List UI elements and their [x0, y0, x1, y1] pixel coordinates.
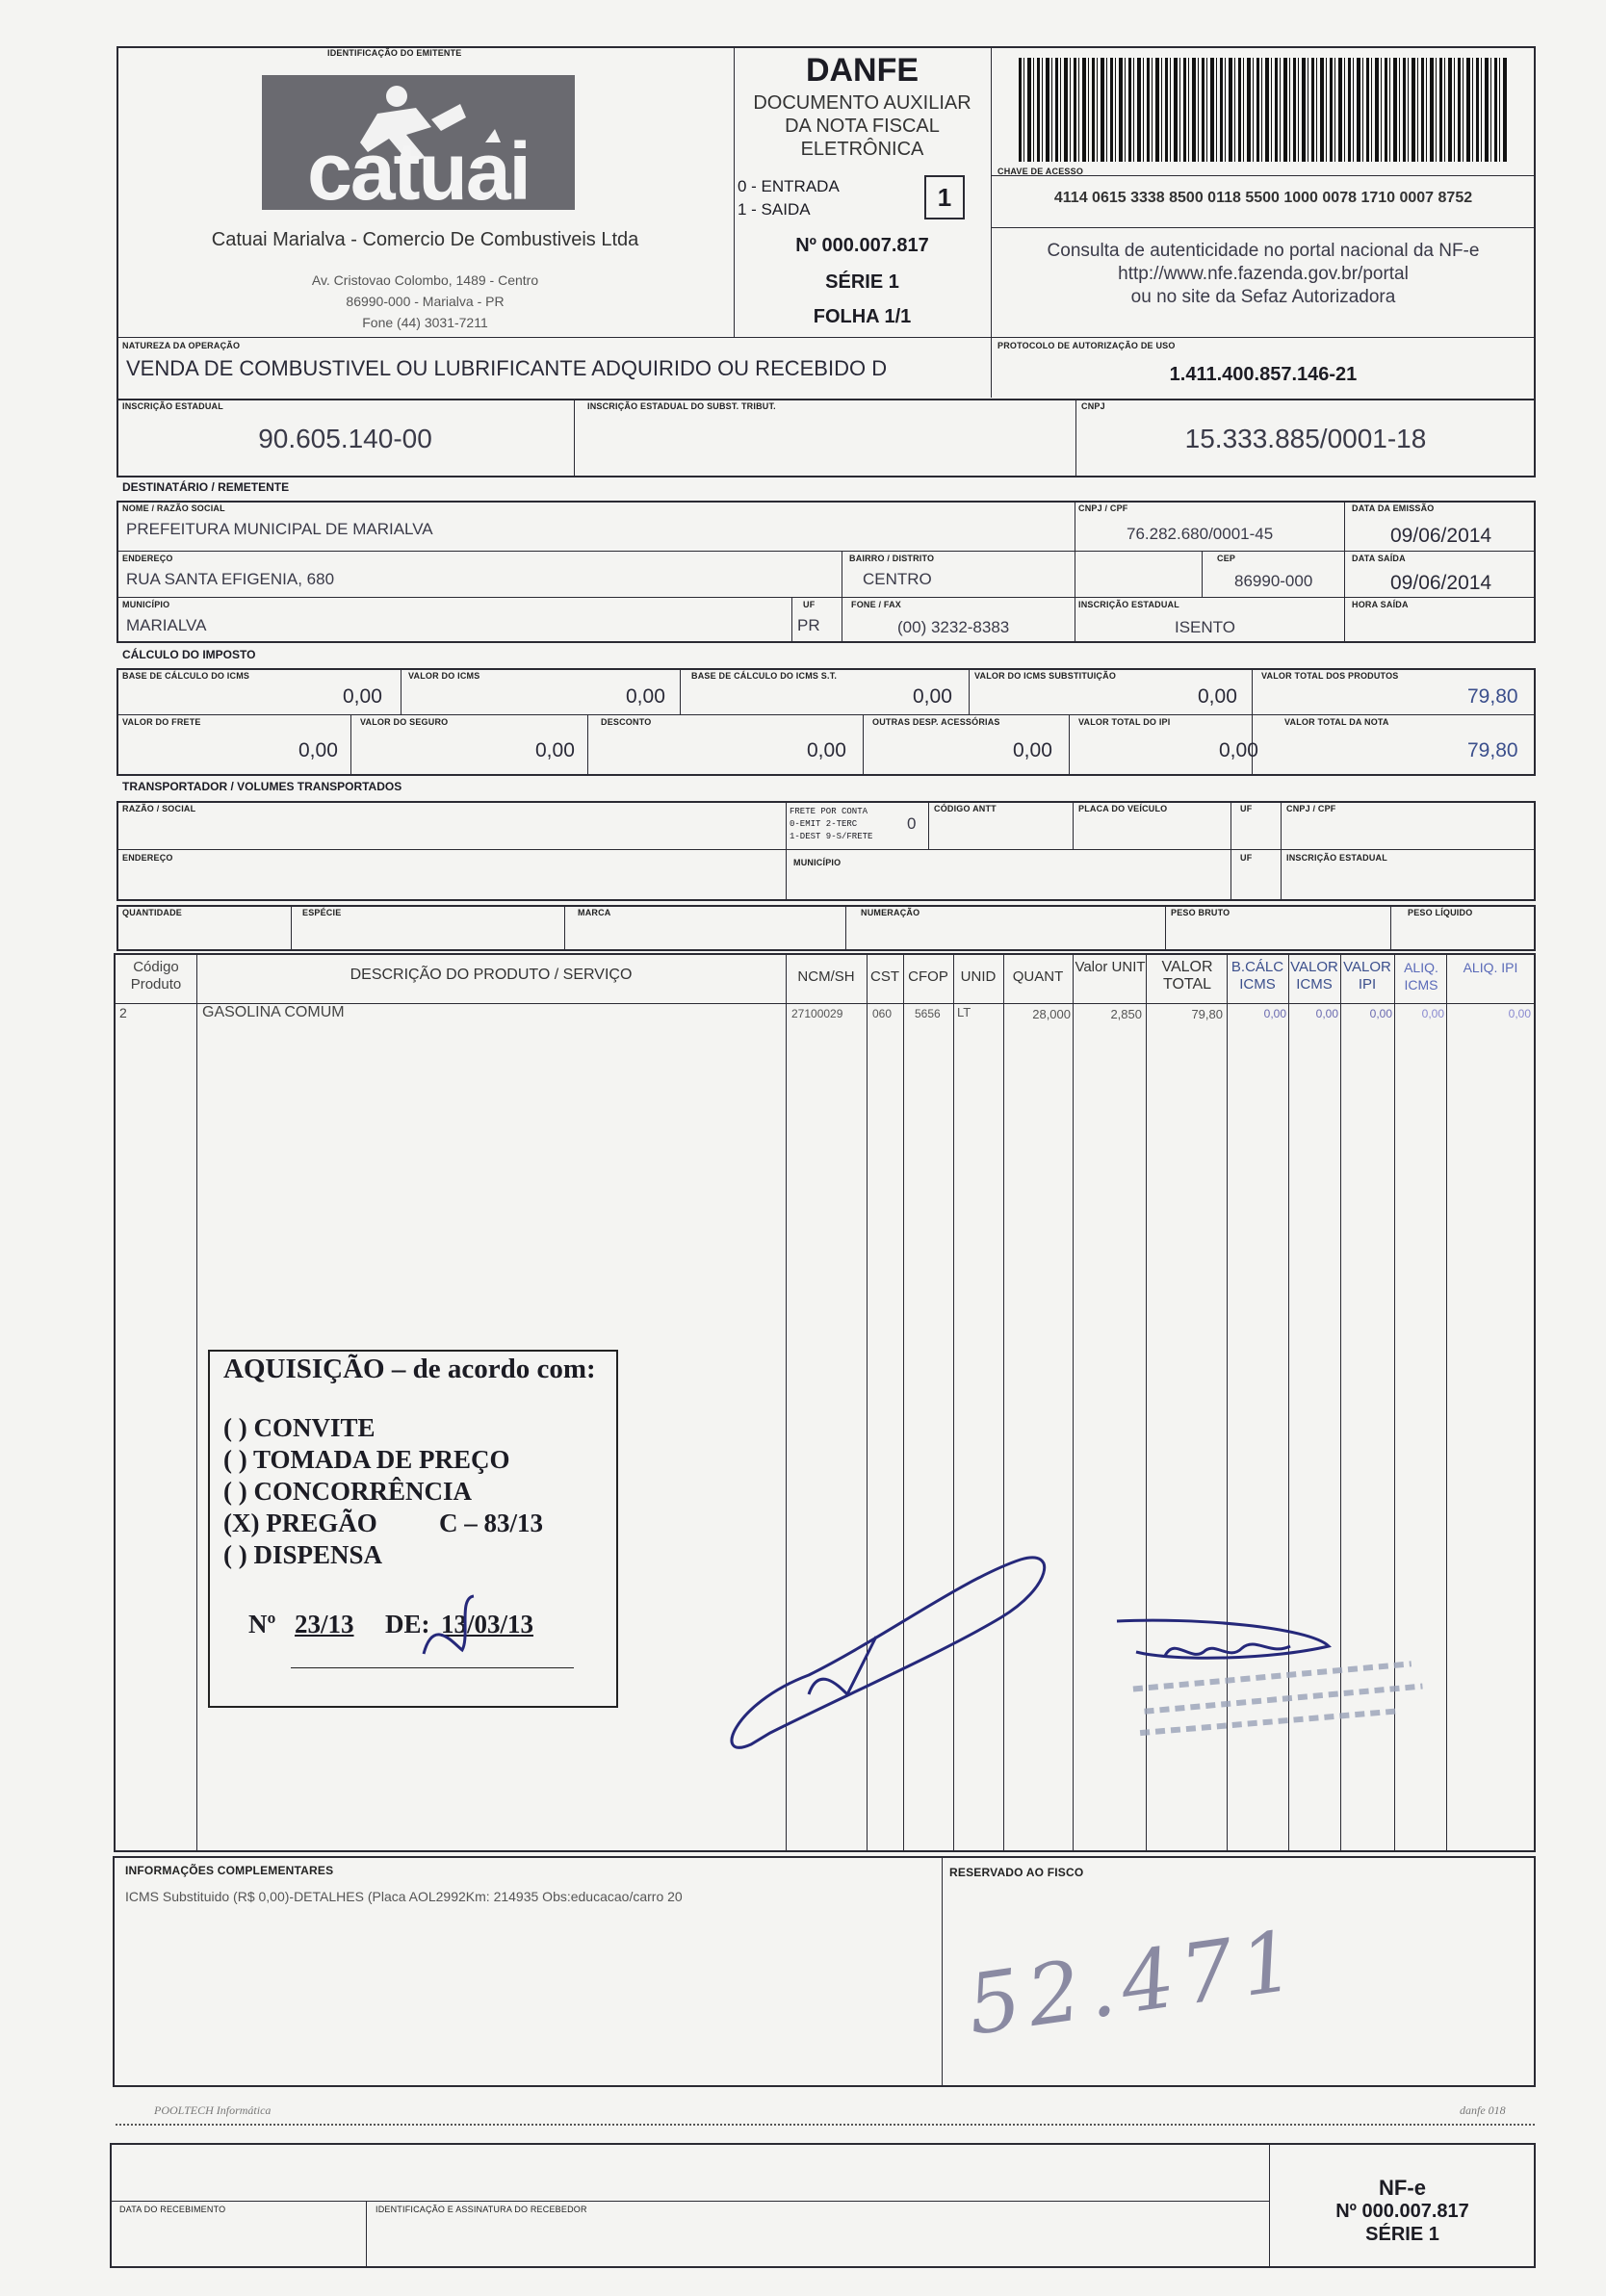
footer-left: POOLTECH Informática	[154, 2103, 272, 2117]
frete-conta-3: 1-DEST 9-S/FRETE	[790, 832, 873, 841]
prod-header-5: UNID	[960, 968, 997, 985]
canhoto-nfe: NF-e	[1379, 2176, 1426, 2200]
bc-icms: 0,00	[343, 685, 382, 708]
stamp-de-label: DE:	[385, 1610, 430, 1638]
prod-unid: LT	[957, 1005, 971, 1019]
destinatario-section: DESTINATÁRIO / REMETENTE	[122, 480, 290, 494]
outras-label: OUTRAS DESP. ACESSÓRIAS	[872, 717, 1000, 727]
stamp-opt-pregao-ref: C – 83/13	[439, 1509, 543, 1537]
frete-conta-1: FRETE POR CONTA	[790, 807, 868, 816]
canhoto-numero: Nº 000.007.817	[1335, 2201, 1469, 2222]
numeracao-label: NUMERAÇÃO	[861, 908, 920, 917]
transp-cnpj-label: CNPJ / CPF	[1286, 804, 1336, 813]
prod-vipi: 0,00	[1369, 1007, 1392, 1020]
transp-razao-label: RAZÃO / SOCIAL	[122, 804, 196, 813]
prod-quant: 28,000	[1032, 1007, 1071, 1021]
natureza-label: NATUREZA DA OPERAÇÃO	[122, 341, 241, 350]
dest-fone: (00) 3232-8383	[897, 618, 1010, 636]
data-recebimento-label: DATA DO RECEBIMENTO	[119, 2205, 226, 2214]
consulta-line-1: Consulta de autenticidade no portal nacional da NF-e	[1047, 241, 1480, 261]
outras: 0,00	[1013, 739, 1052, 761]
dest-fone-label: FONE / FAX	[851, 600, 902, 609]
info-label: INFORMAÇÕES COMPLEMENTARES	[125, 1864, 334, 1877]
frete-conta-value: 0	[907, 814, 917, 833]
v-nota-label: VALOR TOTAL DA NOTA	[1284, 717, 1389, 727]
prod-ncm: 27100029	[791, 1007, 843, 1020]
dest-municipio: MARIALVA	[126, 616, 207, 634]
prod-header-2: NCM/SH	[797, 968, 855, 985]
danfe-folha: FOLHA 1/1	[813, 306, 912, 327]
natureza-value: VENDA DE COMBUSTIVEL OU LUBRIFICANTE ADQUIRIDO OU RECEBIDO D	[126, 356, 888, 380]
dest-cep: 86990-000	[1234, 572, 1313, 590]
transp-municipio-label: MUNICÍPIO	[793, 858, 842, 867]
dest-ie-label: INSCRIÇÃO ESTADUAL	[1078, 600, 1179, 609]
stamp-num: 23/13	[295, 1610, 354, 1638]
chave-label: CHAVE DE ACESSO	[997, 167, 1084, 176]
chave-value: 4114 0615 3338 8500 0118 5500 1000 0078 1710 0007 8752	[1053, 190, 1473, 206]
transp-uf2-label: UF	[1240, 853, 1253, 863]
emitente-section-label: IDENTIFICAÇÃO DO EMITENTE	[327, 48, 462, 58]
seguro-label: VALOR DO SEGURO	[360, 717, 449, 727]
tipo-value: 1	[937, 183, 952, 212]
transp-uf-label: UF	[1240, 804, 1253, 813]
prod-header-12: ALIQ. ICMS	[1404, 960, 1438, 993]
danfe-subtitle-1: DOCUMENTO AUXILIAR	[753, 92, 971, 114]
dest-uf-label: UF	[803, 600, 816, 609]
prod-header-11: VALOR IPI	[1343, 959, 1391, 993]
dest-nome: PREFEITURA MUNICIPAL DE MARIALVA	[126, 520, 433, 538]
frete: 0,00	[298, 739, 338, 761]
info-text: ICMS Substituido (R$ 0,00)-DETALHES (Placa AOL2992Km: 214935 Obs:educacao/carro 20	[125, 1889, 683, 1904]
ie-label: INSCRIÇÃO ESTADUAL	[122, 401, 223, 411]
frete-conta-2: 0-EMIT 2-TERC	[790, 819, 858, 829]
bc-st: 0,00	[913, 685, 952, 708]
handwritten-number: 52.471	[961, 1912, 1308, 2054]
protocolo-label: PROTOCOLO DE AUTORIZAÇÃO DE USO	[997, 341, 1176, 350]
dest-saida-label: DATA SAÍDA	[1352, 554, 1406, 563]
bc-st-label: BASE DE CÁLCULO DO ICMS S.T.	[691, 671, 838, 681]
dest-bairro-label: BAIRRO / DISTRITO	[849, 554, 935, 563]
liquido-label: PESO LÍQUIDO	[1408, 908, 1473, 917]
bc-icms-label: BASE DE CÁLCULO DO ICMS	[122, 671, 250, 681]
seguro: 0,00	[535, 739, 575, 761]
stamp-opt-tomada: ( ) TOMADA DE PREÇO	[223, 1445, 510, 1474]
ie-st-label: INSCRIÇÃO ESTADUAL DO SUBST. TRIBUT.	[587, 401, 776, 411]
dest-bairro: CENTRO	[863, 570, 932, 588]
dest-emissao: 09/06/2014	[1390, 525, 1492, 547]
stamp-opt-dispensa: ( ) DISPENSA	[223, 1540, 383, 1569]
transp-endereco-label: ENDEREÇO	[122, 853, 173, 863]
qtd-label: QUANTIDADE	[122, 908, 182, 917]
transporte-section: TRANSPORTADOR / VOLUMES TRANSPORTADOS	[122, 780, 402, 793]
cnpj-label: CNPJ	[1081, 401, 1105, 411]
imposto-section: CÁLCULO DO IMPOSTO	[122, 648, 256, 661]
desconto: 0,00	[807, 739, 846, 761]
prod-header-8: VALOR TOTAL	[1161, 959, 1213, 993]
emitente-phone: Fone (44) 3031-7211	[362, 315, 488, 330]
fisco-label: RESERVADO AO FISCO	[949, 1866, 1084, 1879]
dest-cep-label: CEP	[1217, 554, 1236, 563]
placa-label: PLACA DO VEÍCULO	[1078, 804, 1168, 813]
ipi-label: VALOR TOTAL DO IPI	[1078, 717, 1171, 727]
prod-header-0: Código Produto	[130, 959, 182, 993]
frete-label: VALOR DO FRETE	[122, 717, 201, 727]
logo-text: catuai	[307, 126, 530, 217]
dest-saida: 09/06/2014	[1390, 572, 1492, 594]
prod-vicms: 0,00	[1315, 1007, 1338, 1020]
entrada-label: 0 - ENTRADA	[738, 177, 840, 195]
desconto-label: DESCONTO	[601, 717, 652, 727]
dest-endereco: RUA SANTA EFIGENIA, 680	[126, 570, 335, 588]
ipi: 0,00	[1219, 739, 1258, 761]
emitente-name: Catuai Marialva - Comercio De Combustiveis Ltda	[211, 229, 639, 250]
dest-nome-label: NOME / RAZÃO SOCIAL	[122, 503, 225, 513]
prod-header-13: ALIQ. IPI	[1463, 960, 1518, 975]
danfe-serie: SÉRIE 1	[825, 271, 899, 293]
prod-bcicms: 0,00	[1263, 1007, 1286, 1020]
prod-descricao: GASOLINA COMUM	[202, 1004, 345, 1020]
danfe-subtitle-3: ELETRÔNICA	[800, 139, 924, 160]
marca-label: MARCA	[578, 908, 611, 917]
v-icms: 0,00	[626, 685, 665, 708]
dest-hora-label: HORA SAÍDA	[1352, 600, 1409, 609]
dest-uf: PR	[797, 616, 820, 634]
prod-header-7: Valor UNIT	[1075, 959, 1146, 975]
consulta-line-2[interactable]: http://www.nfe.fazenda.gov.br/portal	[1118, 264, 1409, 284]
dest-ie: ISENTO	[1175, 618, 1235, 636]
prod-header-9: B.CÁLC ICMS	[1230, 959, 1284, 993]
prod-header-4: CFOP	[908, 968, 948, 985]
prod-cfop: 5656	[915, 1007, 941, 1020]
prod-cst: 060	[872, 1007, 893, 1020]
prod-codigo: 2	[119, 1005, 127, 1020]
dest-municipio-label: MUNICÍPIO	[122, 600, 170, 609]
prod-header-3: CST	[870, 968, 899, 985]
prod-vunit: 2,850	[1110, 1007, 1142, 1021]
stamp-opt-convite: ( ) CONVITE	[223, 1413, 376, 1442]
danfe-subtitle-2: DA NOTA FISCAL	[785, 116, 940, 137]
prod-aliq-ipi: 0,00	[1508, 1007, 1531, 1020]
cut-line	[116, 2124, 1535, 2126]
dest-endereco-label: ENDEREÇO	[122, 554, 173, 563]
stamp-opt-concorrencia: ( ) CONCORRÊNCIA	[223, 1477, 472, 1506]
prod-header-6: QUANT	[1012, 968, 1064, 985]
v-icms-label: VALOR DO ICMS	[408, 671, 480, 681]
saida-label: 1 - SAIDA	[738, 200, 811, 219]
emitente-cep: 86990-000 - Marialva - PR	[346, 294, 505, 309]
consulta-line-3: ou no site da Sefaz Autorizadora	[1130, 287, 1396, 307]
prod-vtotal: 79,80	[1191, 1007, 1223, 1021]
danfe-number: Nº 000.007.817	[795, 235, 929, 256]
stamp-num-label: Nº	[248, 1610, 276, 1638]
protocolo-value: 1.411.400.857.146-21	[1169, 364, 1358, 385]
canhoto-serie: SÉRIE 1	[1365, 2224, 1439, 2245]
prod-header-10: VALOR ICMS	[1290, 959, 1338, 993]
dest-cnpj: 76.282.680/0001-45	[1127, 525, 1274, 543]
ie-value: 90.605.140-00	[258, 424, 432, 453]
v-st-label: VALOR DO ICMS SUBSTITUIÇÃO	[974, 671, 1117, 681]
stamp-date: 13/03/13	[441, 1610, 534, 1638]
footer-right: danfe 018	[1460, 2103, 1506, 2117]
dest-emissao-label: DATA DA EMISSÃO	[1352, 503, 1435, 513]
cnpj-value: 15.333.885/0001-18	[1184, 424, 1427, 453]
especie-label: ESPÉCIE	[302, 908, 342, 917]
transp-ie-label: INSCRIÇÃO ESTADUAL	[1286, 853, 1387, 863]
stamp-title: AQUISIÇÃO – de acordo com:	[223, 1354, 596, 1384]
v-st: 0,00	[1198, 685, 1237, 708]
assinatura-label: IDENTIFICAÇÃO E ASSINATURA DO RECEBEDOR	[376, 2205, 587, 2214]
v-prod-label: VALOR TOTAL DOS PRODUTOS	[1261, 671, 1399, 681]
bruto-label: PESO BRUTO	[1171, 908, 1230, 917]
prod-header-1: DESCRIÇÃO DO PRODUTO / SERVIÇO	[350, 967, 633, 983]
danfe-title: DANFE	[805, 52, 920, 89]
antt-label: CÓDIGO ANTT	[934, 804, 997, 813]
v-nota: 79,80	[1467, 739, 1518, 761]
emitente-address: Av. Cristovao Colombo, 1489 - Centro	[311, 272, 539, 288]
stamp-opt-pregao: (X) PREGÃO	[223, 1509, 377, 1537]
prod-aliq-icms: 0,00	[1421, 1007, 1444, 1020]
dest-cnpj-label: CNPJ / CPF	[1078, 503, 1128, 513]
v-prod: 79,80	[1467, 685, 1518, 708]
